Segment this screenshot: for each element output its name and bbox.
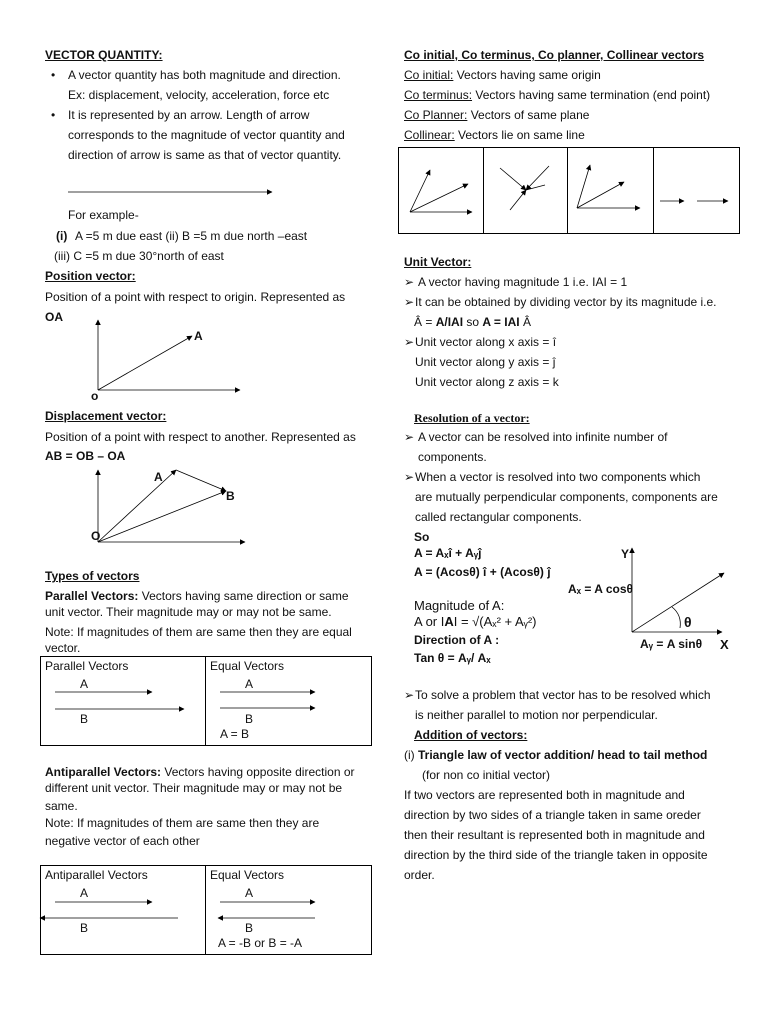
unit-line-x: Unit vector along x axis = î [415,335,557,349]
antiparallel-note-line2: negative vector of each other [45,834,200,848]
table1-label-a1: A [80,677,89,691]
arrow-bullet: ➢ [404,688,415,702]
triangle-para-line4: direction by the third side of the triangle taken in opposite [404,848,708,862]
table1-header-equal: Equal Vectors [210,659,285,673]
triangle-law-line [404,748,707,763]
table2-label-b2: B [245,921,254,935]
unit-formula-bold1: A/IAI [435,315,464,329]
vector-quantity-heading: VECTOR QUANTITY: [45,48,163,62]
triangle-para-line3: then their resultant is represented both in magnitude and [404,828,705,842]
unit-formula-so: so [463,315,483,329]
table2-header-equal: Equal Vectors [210,868,285,882]
diagram-label-ay: Aᵧ = A sinθ [640,637,703,651]
resolution-line4: are mutually perpendicular components, components are [415,490,718,504]
antiparallel-vectors-label: Antiparallel Vectors: [45,765,162,779]
parallel-note-line1: Note: If magnitudes of them are same then they are equal [45,625,352,639]
solve-line1: To solve a problem that vector has to be resolved which [415,688,711,702]
addition-heading: Addition of vectors: [414,728,528,742]
resolution-heading: Resolution of a vector: [414,411,530,425]
unit-formula-hat: Â [519,315,531,329]
antiparallel-note-line1: Note: If magnitudes of them are same then they are [45,816,320,830]
position-label-o: o [91,389,99,403]
magnitude-formula-pre: A or I [414,614,445,629]
bullet-dot: • [51,108,56,122]
arrow-bullet: ➢ [404,430,415,444]
vq-bullet1-line2: Ex: displacement, velocity, acceleration, force etc [68,88,330,102]
table1-header-parallel: Parallel Vectors [45,659,129,673]
for-example-label: For example- [68,208,139,222]
example-i-label: (i) [56,229,68,243]
magnitude-formula-post: I = √(Aₓ² + Aᵧ²) [453,614,537,629]
antiparallel-line2: different unit vector. Their magnitude may or may not be [45,781,343,795]
triangle-para-line1: If two vectors are represented both in magnitude and [404,788,685,802]
magnitude-label: Magnitude of A: [414,598,505,613]
table1-label-b2: B [245,712,254,726]
position-vector-heading: Position vector: [45,269,136,283]
arrow-bullet: ➢ [404,470,415,484]
unit-line1: A vector having magnitude 1 i.e. IAI = 1 [418,275,628,289]
displacement-label-a: A [154,470,163,484]
position-vector-line1: Position of a point with respect to origin. Represented as [45,290,346,304]
triangle-para-line2: direction by two sides of a triangle taken in same oreder [404,808,701,822]
arrow-bullet: ➢ [404,335,415,349]
arrow-bullet: ➢ [404,275,415,289]
antiparallel-line1-text: Vectors having opposite direction or [161,765,355,779]
table2-label-a2: A [245,886,254,900]
example-i-text: A =5 m due east (ii) B =5 m due north –east [75,229,308,243]
direction-formula: Tan θ = Aᵧ/ Aₓ [414,651,491,665]
resolution-line3: When a vector is resolved into two components which [415,470,701,484]
table2-label-b1: B [80,921,89,935]
vq-bullet2-line3: direction of arrow is same as that of vector quantity. [68,148,342,162]
unit-vector-heading: Unit Vector: [404,255,472,269]
triangle-para-line5: order. [404,868,435,882]
diagram-label-x: X [720,637,729,652]
co-terminus-label: Co terminus: [404,88,473,102]
co-vectors-heading: Co initial, Co terminus, Co planner, Collinear vectors [404,48,705,62]
table1-label-a2: A [245,677,254,691]
co-planner-text: Vectors of same plane [467,108,590,122]
resolution-formula1: A = Aₓî + Aᵧĵ [414,546,482,560]
resolution-line1: A vector can be resolved into infinite number of [418,430,668,444]
bullet-dot: • [51,68,56,82]
co-planner-label: Co Planner: [404,108,468,122]
diagram-label-y: Y [621,547,630,561]
antiparallel-line3: same. [45,799,78,813]
unit-hat-a: Â = [414,315,436,329]
collinear-label: Collinear: [404,128,455,142]
co-initial-text: Vectors having same origin [453,68,601,82]
collinear-text: Vectors lie on same line [454,128,585,142]
triangle-law-sub: (for non co initial vector) [422,768,551,782]
arrow-bullet: ➢ [404,295,415,309]
displacement-vector-line1: Position of a point with respect to another. Represented as [45,430,356,444]
position-vector-line2: OA [45,310,63,324]
position-label-a: A [194,329,203,343]
table1-label-b1: B [80,712,89,726]
vq-bullet2-line2: corresponds to the magnitude of vector quantity and [68,128,345,142]
triangle-law-title: Triangle law of vector addition/ head to tail method [418,748,708,762]
table2-header-antiparallel: Antiparallel Vectors [45,868,148,882]
example-iii-text: (iii) C =5 m due 30°north of east [54,249,224,263]
table2-label-a1: A [80,886,89,900]
magnitude-formula-a: A [444,614,454,629]
unit-line-y: Unit vector along y axis = ĵ [415,355,556,369]
unit-line-z: Unit vector along z axis = k [415,375,559,389]
diagram-label-theta: θ [684,614,692,630]
solve-line2: is neither parallel to motion nor perpendicular. [415,708,658,722]
displacement-label-b: B [226,489,235,503]
parallel-note-line2: vector. [45,641,81,655]
parallel-line1-text: Vectors having same direction or same [138,589,349,603]
table1-equality: A = B [220,727,250,741]
parallel-line2: unit vector. Their magnitude may or may not be same. [45,605,332,619]
resolution-formula2: A = (Acosθ) î + (Acosθ) ĵ [414,565,551,579]
resolution-so: So [414,530,430,544]
parallel-vectors-label: Parallel Vectors: [45,589,139,603]
vq-bullet2-line1: It is represented by an arrow. Length of arrow [68,108,310,122]
resolution-line2: components. [418,450,487,464]
resolution-line5: called rectangular components. [415,510,582,524]
unit-line2: It can be obtained by dividing vector by its magnitude i.e. [415,295,717,309]
unit-formula-bold2: A = IAI [482,315,520,329]
diagram-label-ax: Aₓ = A cosθ [568,582,634,596]
direction-label: Direction of A : [414,633,500,647]
triangle-law-number: (i) [404,748,418,762]
displacement-label-o: O [91,529,101,543]
co-terminus-text: Vectors having same termination (end point) [472,88,711,102]
table2-equality: A = -B or B = -A [218,936,303,950]
displacement-vector-line2: AB = OB – OA [45,449,126,463]
types-of-vectors-heading: Types of vectors [45,569,140,583]
co-initial-label: Co initial: [404,68,454,82]
vq-bullet1-line1: A vector quantity has both magnitude and direction. [68,68,341,82]
displacement-vector-heading: Displacement vector: [45,409,167,423]
